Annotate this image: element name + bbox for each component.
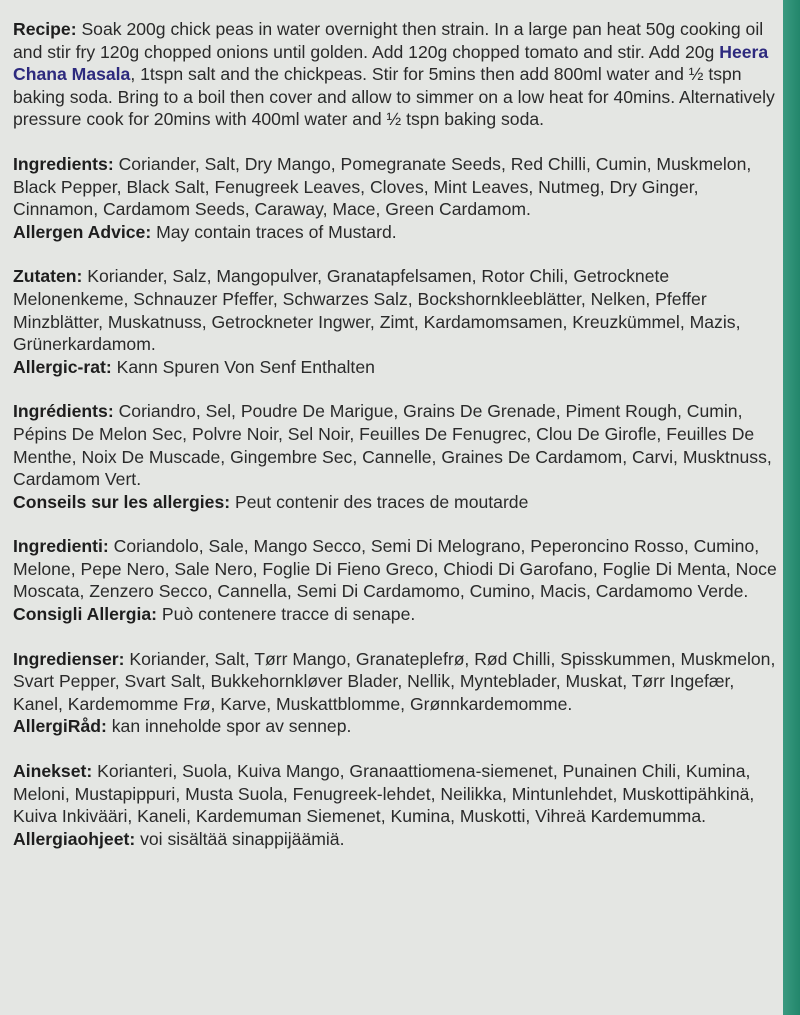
allergen-label: Consigli Allergia: (13, 604, 158, 625)
allergen-label: AllergiRåd: (13, 716, 107, 737)
ingredients-paragraph (13, 265, 778, 355)
allergen-paragraph (13, 221, 778, 244)
section-german (13, 265, 778, 378)
ingredients-text: Coriandro, Sel, Poudre De Marigue, Grains De Grenade, Piment Rough, Cumin, Pépins De Melon Sec, Polvre Noir, Sel Noir, Feuilles De Fenugrec, Clou De Girofle, Feuilles De Menthe, Noix De Muscade, Gingembre Sec, Cannelle, Graines De Cardamom, Carvi, Musktnuss, Cardamom Vert. (13, 401, 772, 490)
allergen-paragraph (13, 491, 778, 514)
ingredients-paragraph (13, 153, 778, 221)
ingredients-text: Coriandolo, Sale, Mango Secco, Semi Di Melograno, Peperoncino Rosso, Cumino, Melone, Pepe Nero, Sale Nero, Foglie Di Fieno Greco, Chiodi Di Garofano, Foglie Di Menta, Noce Moscata, Zenzero Secco, Cannella, Semi Di Cardamomo, Cumino, Macis, Cardamomo Verde. (13, 536, 777, 602)
ingredients-text: Koriander, Salz, Mangopulver, Granatapfelsamen, Rotor Chili, Getrocknete Melonenkeme, Schnauzer Pfeffer, Schwarzes Salz, Bockshornkleeblätter, Nelken, Pfeffer Minzblätter, Muskatnuss, Getrockneter Ingwer, Zimt, Kardamomsamen, Kreuzkümmel, Mazis, Grünerkardamom. (13, 266, 741, 355)
ingredients-paragraph (13, 535, 778, 603)
brand-name: Heera Chana Masala (13, 41, 769, 85)
recipe-text-part-2: , 1tspn salt and the chickpeas. Stir for 5mins then add 800ml water and ½ tspn baking soda. Bring to a boil then cover and allow to simmer on a low heat for 40mins. Alternatively pressure cook for 20mins with 400ml water and ½ tspn baking soda. (13, 64, 775, 130)
allergen-text: Peut contenir des traces de moutarde (230, 491, 529, 512)
ingredients-text: Koriander, Salt, Tørr Mango, Granateplefrø, Rød Chilli, Spisskummen, Muskmelon, Svart Pepper, Svart Salt, Bukkehornkløver Blader, Nellik, Mynteblader, Muskat, Tørr Ingefær, Kanel, Kardemomme Frø, Karve, Muskattblomme, Grønnkardemomme. (13, 648, 776, 714)
ingredients-paragraph (13, 760, 778, 828)
allergen-label: Allergen Advice: (13, 221, 152, 242)
section-french (13, 400, 778, 513)
allergen-text: Può contenere tracce di senape. (157, 604, 416, 625)
allergen-paragraph (13, 715, 778, 738)
allergen-text: kan inneholde spor av sennep. (106, 716, 352, 737)
allergen-paragraph (13, 603, 778, 626)
section-english (13, 153, 778, 243)
allergen-label: Conseils sur les allergies: (13, 491, 231, 512)
ingredients-paragraph (13, 400, 778, 490)
ingredients-label: Ingredienser: (13, 648, 125, 669)
ingredients-text: Korianteri, Suola, Kuiva Mango, Granaattiomena-siemenet, Punainen Chili, Kumina, Meloni, Mustapippuri, Musta Suola, Fenugreek-lehdet, Neilikka, Mintunlehdet, Muskottipähkinä, Kuiva Inkivääri, Kaneli, Kardemuman Siemenet, Kumina, Muskotti, Vihreä Kardemumma. (13, 761, 755, 827)
packaging-green-edge (783, 0, 800, 1015)
recipe-label: Recipe: (13, 19, 77, 39)
section-italian (13, 535, 778, 625)
ingredients-label: Zutaten: (13, 266, 83, 287)
allergen-text: voi sisältää sinappijäämiä. (135, 828, 345, 849)
ingredients-paragraph (13, 648, 778, 716)
ingredients-label: Ainekset: (13, 761, 93, 782)
allergen-paragraph (13, 356, 778, 379)
section-finnish (13, 760, 778, 850)
ingredients-label: Ingredienti: (13, 536, 109, 557)
recipe-text-part-1: Soak 200g chick peas in water overnight then strain. In a large pan heat 50g cooking oil and stir fry 120g chopped onions until golden. Add 120g chopped tomato and stir. Add 20g (13, 19, 764, 62)
allergen-text: May contain traces of Mustard. (151, 221, 397, 242)
ingredients-label: Ingrédients: (13, 401, 114, 422)
section-norwegian (13, 648, 778, 738)
allergen-label: Allergiaohjeet: (13, 828, 136, 849)
allergen-paragraph (13, 828, 778, 851)
ingredients-label: Ingredients: (13, 153, 114, 174)
recipe-block (13, 18, 778, 131)
allergen-label: Allergic-rat: (13, 356, 112, 377)
ingredients-text: Coriander, Salt, Dry Mango, Pomegranate Seeds, Red Chilli, Cumin, Muskmelon, Black Pepper, Black Salt, Fenugreek Leaves, Cloves, Mint Leaves, Nutmeg, Dry Ginger, Cinnamon, Cardamom Seeds, Caraway, Mace, Green Cardamom. (13, 153, 752, 220)
allergen-text: Kann Spuren Von Senf Enthalten (111, 356, 375, 377)
recipe-paragraph (13, 18, 778, 131)
